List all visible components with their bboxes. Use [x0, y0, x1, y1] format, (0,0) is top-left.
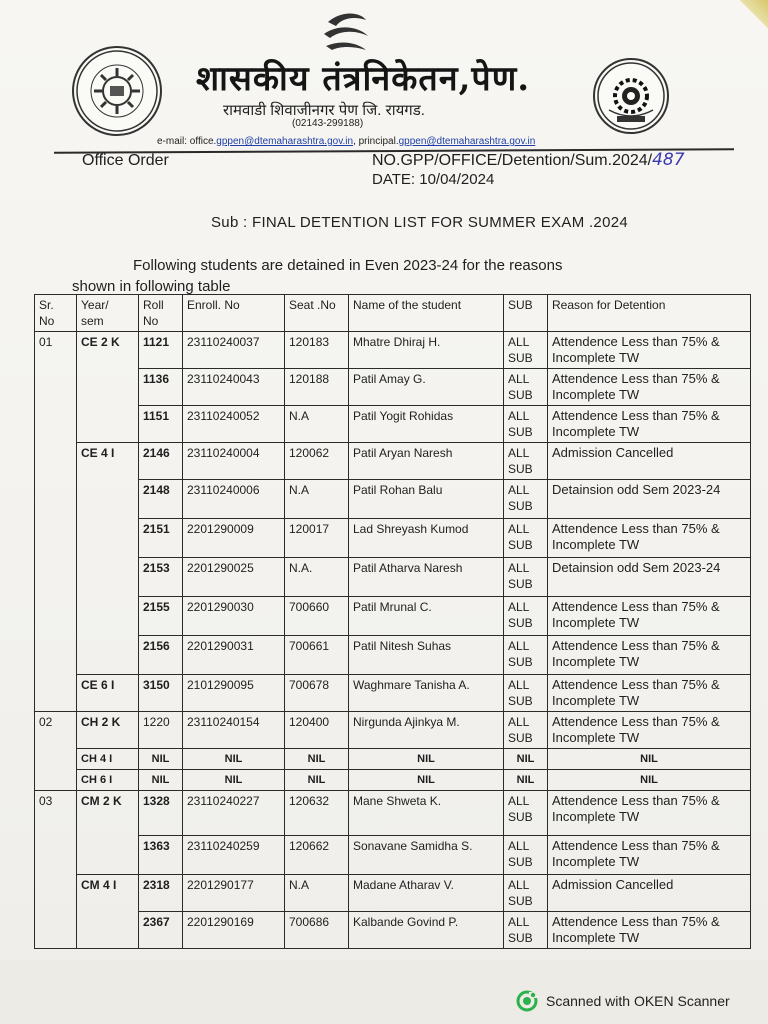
name-cell: Patil Mrunal C.	[349, 597, 504, 636]
name-cell: NIL	[349, 770, 504, 791]
seat-cell: 120400	[285, 712, 349, 749]
header-student-name: Name of the student	[349, 295, 504, 332]
order-number-printed: NO.GPP/OFFICE/Detention/Sum.2024/	[372, 152, 653, 169]
paper-corner-flap	[728, 0, 768, 30]
institute-email-line	[157, 136, 535, 147]
enroll-cell: 2201290169	[183, 912, 285, 949]
table-row	[35, 558, 751, 597]
name-cell: Lad Shreyash Kumod	[349, 519, 504, 558]
table-row	[35, 875, 751, 912]
sub-cell: NIL	[504, 749, 548, 770]
roll-cell: NIL	[139, 749, 183, 770]
table-row	[35, 406, 751, 443]
sr-cell: 03	[35, 791, 77, 949]
seat-cell: 700660	[285, 597, 349, 636]
table-row	[35, 519, 751, 558]
institute-name: शासकीय तंत्रनिकेतन,पेण.	[196, 59, 531, 99]
email-prefix: e-mail: office.	[157, 136, 217, 147]
reason-cell: Attendence Less than 75% & Incomplete TW	[548, 636, 751, 675]
roll-cell: 1328	[139, 791, 183, 836]
reason-cell: Attendence Less than 75% & Incomplete TW	[548, 406, 751, 443]
name-cell: Mhatre Dhiraj H.	[349, 332, 504, 369]
seat-cell: N.A	[285, 480, 349, 519]
principal-email-link[interactable]: gppen@dtemaharashtra.gov.in	[398, 136, 536, 147]
enroll-cell: 2201290025	[183, 558, 285, 597]
seat-cell: N.A	[285, 406, 349, 443]
sub-cell: ALL SUB	[504, 875, 548, 912]
enroll-cell: 2101290095	[183, 675, 285, 712]
name-cell: Patil Nitesh Suhas	[349, 636, 504, 675]
order-number	[372, 150, 685, 170]
roll-cell: 2146	[139, 443, 183, 480]
year-cell: CM 2 K	[77, 791, 139, 875]
enroll-cell: NIL	[183, 749, 285, 770]
name-cell: NIL	[349, 749, 504, 770]
reason-cell: NIL	[548, 770, 751, 791]
sub-cell: ALL SUB	[504, 443, 548, 480]
sub-cell: ALL SUB	[504, 480, 548, 519]
name-cell: Patil Aryan Naresh	[349, 443, 504, 480]
sub-cell: ALL SUB	[504, 636, 548, 675]
sub-cell: ALL SUB	[504, 836, 548, 875]
year-cell: CH 2 K	[77, 712, 139, 749]
name-cell: Sonavane Samidha S.	[349, 836, 504, 875]
reason-cell: Attendence Less than 75% & Incomplete TW	[548, 519, 751, 558]
header-seat-no: Seat .No	[285, 295, 349, 332]
seat-cell: 120188	[285, 369, 349, 406]
seat-cell: NIL	[285, 749, 349, 770]
roll-cell: 1151	[139, 406, 183, 443]
reason-cell: Attendence Less than 75% & Incomplete TW	[548, 675, 751, 712]
name-cell: Madane Atharav V.	[349, 875, 504, 912]
subject-line: Sub : FINAL DETENTION LIST FOR SUMMER EXAM .2024	[211, 214, 628, 231]
seat-cell: 700661	[285, 636, 349, 675]
table-row	[35, 770, 751, 791]
office-email-link[interactable]: gppen@dtemaharashtra.gov.in	[216, 136, 354, 147]
table-row	[35, 712, 751, 749]
enroll-cell: 2201290031	[183, 636, 285, 675]
name-cell: Patil Yogit Rohidas	[349, 406, 504, 443]
institute-address: रामवाडी शिवाजीनगर पेण जि. रायगड.	[223, 102, 425, 119]
year-cell: CH 6 I	[77, 770, 139, 791]
reason-cell: Attendence Less than 75% & Incomplete TW	[548, 791, 751, 836]
header-enroll-no: Enroll. No	[183, 295, 285, 332]
table-row	[35, 636, 751, 675]
name-cell: Nirgunda Ajinkya M.	[349, 712, 504, 749]
header-year-sem: Year/ sem	[77, 295, 139, 332]
roll-cell: 1363	[139, 836, 183, 875]
table-row	[35, 332, 751, 369]
institute-seal-icon	[72, 46, 162, 136]
sub-cell: ALL SUB	[504, 791, 548, 836]
enroll-cell: 23110240004	[183, 443, 285, 480]
enroll-cell: 2201290009	[183, 519, 285, 558]
seat-cell: 120662	[285, 836, 349, 875]
table-row	[35, 443, 751, 480]
enroll-cell: 23110240154	[183, 712, 285, 749]
name-cell: Waghmare Tanisha A.	[349, 675, 504, 712]
scanner-watermark	[516, 990, 730, 1012]
enroll-cell: NIL	[183, 770, 285, 791]
enroll-cell: 23110240052	[183, 406, 285, 443]
year-cell: CH 4 I	[77, 749, 139, 770]
table-row	[35, 480, 751, 519]
seat-cell: N.A.	[285, 558, 349, 597]
reason-cell: Attendence Less than 75% & Incomplete TW	[548, 912, 751, 949]
roll-cell: 2156	[139, 636, 183, 675]
seat-cell: 700678	[285, 675, 349, 712]
enroll-cell: 23110240227	[183, 791, 285, 836]
seat-cell: 120632	[285, 791, 349, 836]
reason-cell: Attendence Less than 75% & Incomplete TW	[548, 369, 751, 406]
enroll-cell: 2201290030	[183, 597, 285, 636]
roll-cell: 1220	[139, 712, 183, 749]
scanner-logo-icon	[516, 990, 538, 1012]
enroll-cell: 23110240006	[183, 480, 285, 519]
seat-cell: N.A	[285, 875, 349, 912]
table-row	[35, 369, 751, 406]
roll-cell: 2151	[139, 519, 183, 558]
roll-cell: 2153	[139, 558, 183, 597]
sub-cell: ALL SUB	[504, 712, 548, 749]
reason-cell: Attendence Less than 75% & Incomplete TW	[548, 712, 751, 749]
reason-cell: Admission Cancelled	[548, 443, 751, 480]
reason-cell: Attendence Less than 75% & Incomplete TW	[548, 597, 751, 636]
year-cell: CE 4 I	[77, 443, 139, 675]
detention-table	[34, 294, 751, 949]
reason-cell: Admission Cancelled	[548, 875, 751, 912]
roll-cell: 3150	[139, 675, 183, 712]
reason-cell: Attendence Less than 75% & Incomplete TW	[548, 332, 751, 369]
institute-phone: (02143-299188)	[292, 118, 364, 129]
sub-cell: ALL SUB	[504, 406, 548, 443]
roll-cell: 1136	[139, 369, 183, 406]
order-number-handwritten: 487	[652, 150, 685, 170]
sub-cell: ALL SUB	[504, 597, 548, 636]
enroll-cell: 2201290177	[183, 875, 285, 912]
office-order-title: Office Order	[82, 152, 169, 169]
sr-cell: 01	[35, 332, 77, 712]
enroll-cell: 23110240259	[183, 836, 285, 875]
table-row	[35, 791, 751, 836]
roll-cell: NIL	[139, 770, 183, 791]
enroll-cell: 23110240043	[183, 369, 285, 406]
header-roll-no: Roll No	[139, 295, 183, 332]
intro-line-1: Following students are detained in Even 2023-24 for the reasons	[133, 257, 563, 274]
seat-cell: 700686	[285, 912, 349, 949]
name-cell: Mane Shweta K.	[349, 791, 504, 836]
intro-line-2: shown in following table	[72, 278, 231, 295]
roll-cell: 2367	[139, 912, 183, 949]
name-cell: Kalbande Govind P.	[349, 912, 504, 949]
roll-cell: 2148	[139, 480, 183, 519]
sr-cell: 02	[35, 712, 77, 791]
name-cell: Patil Rohan Balu	[349, 480, 504, 519]
table-row	[35, 836, 751, 875]
reason-cell: NIL	[548, 749, 751, 770]
reason-cell: Detainsion odd Sem 2023-24	[548, 480, 751, 519]
roll-cell: 1121	[139, 332, 183, 369]
order-date: DATE: 10/04/2024	[372, 171, 495, 188]
year-cell: CM 4 I	[77, 875, 139, 949]
email-mid: , principal.	[353, 136, 399, 147]
table-row	[35, 597, 751, 636]
reason-cell: Detainsion odd Sem 2023-24	[548, 558, 751, 597]
enroll-cell: 23110240037	[183, 332, 285, 369]
seat-cell: 120183	[285, 332, 349, 369]
table-row	[35, 675, 751, 712]
scanner-text: Scanned with OKEN Scanner	[546, 993, 730, 1009]
sub-cell: ALL SUB	[504, 369, 548, 406]
emblem-icon	[316, 8, 376, 58]
seat-cell: NIL	[285, 770, 349, 791]
name-cell: Patil Atharva Naresh	[349, 558, 504, 597]
header-sr-no: Sr. No	[35, 295, 77, 332]
year-cell: CE 6 I	[77, 675, 139, 712]
sub-cell: ALL SUB	[504, 558, 548, 597]
sub-cell: ALL SUB	[504, 675, 548, 712]
roll-cell: 2155	[139, 597, 183, 636]
sub-cell: NIL	[504, 770, 548, 791]
seat-cell: 120062	[285, 443, 349, 480]
government-seal-icon	[593, 58, 669, 134]
table-row	[35, 912, 751, 949]
year-cell: CE 2 K	[77, 332, 139, 443]
header-sub: SUB	[504, 295, 548, 332]
sub-cell: ALL SUB	[504, 332, 548, 369]
roll-cell: 2318	[139, 875, 183, 912]
reason-cell: Attendence Less than 75% & Incomplete TW	[548, 836, 751, 875]
seat-cell: 120017	[285, 519, 349, 558]
header-reason: Reason for Detention	[548, 295, 751, 332]
sub-cell: ALL SUB	[504, 912, 548, 949]
sub-cell: ALL SUB	[504, 519, 548, 558]
table-row	[35, 749, 751, 770]
table-header-row	[35, 295, 751, 332]
name-cell: Patil Amay G.	[349, 369, 504, 406]
